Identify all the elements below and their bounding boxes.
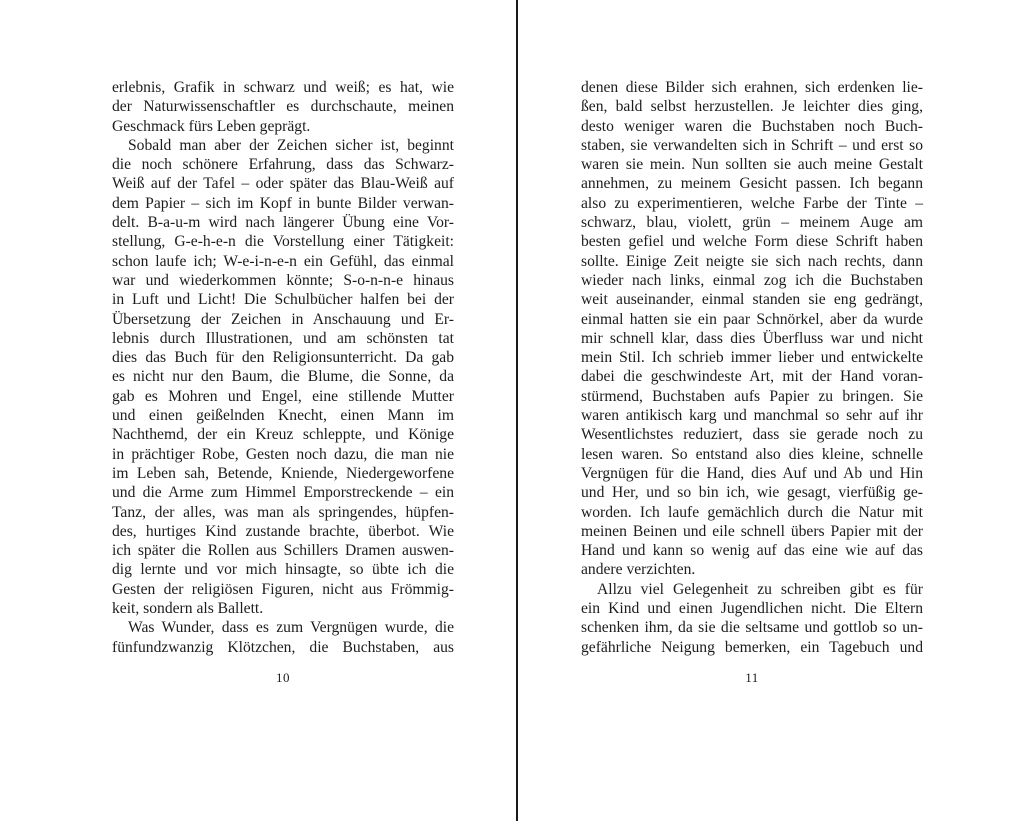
- text-line: fünfundzwanzig Klötzchen, die Buchstaben, aus: [112, 638, 454, 656]
- text-line: und die Arme zum Himmel Emporstreckende – ein: [112, 484, 454, 502]
- left-page-text: [112, 78, 454, 657]
- text-line: lesen waren. So entstand also dies kleine, schnelle: [581, 445, 923, 463]
- text-line: mein Stil. Ich schrieb immer lieber und entwickelte: [581, 349, 923, 367]
- text-line: in prächtiger Robe, Gesten noch dazu, die man nie: [112, 445, 454, 463]
- text-line: Weiß auf der Tafel – oder später das Blau-Weiß auf: [112, 175, 454, 193]
- text-line: im Leben sah, Betende, Kniende, Niedergeworfene: [112, 464, 454, 482]
- text-line: desto weniger waren die Buchstaben noch Buch-: [581, 117, 923, 135]
- text-line: gab es Mohren und Engel, eine stillende Mutter: [112, 387, 454, 405]
- text-line: andere verzichten.: [581, 561, 696, 579]
- text-line: worden. Ich laufe gemächlich durch die Natur mit: [581, 503, 923, 521]
- page-number: 11: [745, 670, 759, 685]
- text-line: waren sie mein. Nun sollten sie auch meine Gestalt: [581, 156, 923, 174]
- text-line: war und wiederkommen könnte; S-o-n-n-e hinaus: [112, 271, 454, 289]
- right-page: [519, 0, 1031, 821]
- text-line: gefährliche Neigung bemerken, ein Tagebuch und: [581, 638, 923, 656]
- book-gutter: [516, 0, 518, 821]
- text-line: waren antikisch karg und manchmal so sehr auf ihr: [581, 407, 923, 425]
- text-line: die noch schönere Erfahrung, dass das Schwarz-: [112, 156, 454, 174]
- text-line: ßen, bald selbst herzustellen. Je leichter dies ging,: [581, 98, 923, 116]
- text-line: stellung, G-e-h-e-n die Vorstellung einer Tätigkeit:: [112, 233, 454, 251]
- text-line: schenken ihm, da sie die seltsame und gottlob so un-: [581, 619, 923, 637]
- text-line: meinen Beinen und eile schnell übers Papier mit der: [581, 522, 923, 540]
- text-line: also zu experimentieren, welche Farbe der Tinte –: [581, 194, 923, 212]
- text-line: es nicht nur den Baum, die Blume, die Sonne, da: [112, 368, 454, 386]
- text-line: der Naturwissenschaftler es durchschaute, meinen: [112, 98, 454, 116]
- text-line: Gesten der religiösen Figuren, nicht aus Frömmig-: [112, 580, 454, 598]
- text-line: Nachthemd, der ein Kreuz schleppte, und Könige: [112, 426, 454, 444]
- text-line: lebnis durch Illustrationen, und am schönsten tat: [112, 329, 454, 347]
- page-number: 10: [276, 670, 290, 685]
- text-line: Wesentlichstes reduziert, dass sie gerade noch zu: [581, 426, 923, 444]
- text-line: und Her, und so bin ich, wie gesagt, vierfüßig ge-: [581, 484, 923, 502]
- text-line: annehmen, zu meinem Gesicht passen. Ich begann: [581, 175, 923, 193]
- text-line: schon laufe ich; W-e-i-n-e-n ein Gefühl, das einmal: [112, 252, 454, 270]
- text-line: wieder nach links, einmal zog ich die Buchstaben: [581, 271, 923, 289]
- text-line: Was Wunder, dass es zum Vergnügen wurde, die: [128, 619, 454, 637]
- text-line: Vergnügen für die Hand, dies Auf und Ab und Hin: [581, 464, 923, 482]
- text-line: Allzu viel Gelegenheit zu schreiben gibt es für: [597, 580, 923, 598]
- text-line: Hand und kann so wenig auf das eine wie auf das: [581, 542, 923, 560]
- text-line: ich später die Rollen aus Schillers Dramen auswen-: [112, 542, 454, 560]
- text-line: keit, sondern als Ballett.: [112, 600, 264, 618]
- text-line: delt. B-a-u-m wird nach längerer Übung eine Vor-: [112, 214, 454, 232]
- text-line: dig lernte und vor mich hinsagte, so übte ich die: [112, 561, 454, 579]
- text-line: mir schnell klar, dass dies Überfluss war und nicht: [581, 329, 923, 347]
- text-line: Geschmack fürs Leben geprägt.: [112, 117, 311, 135]
- text-line: dabei die geschwindeste Art, mit der Hand voran-: [581, 368, 923, 386]
- text-line: besten gefiel und welche Form diese Schrift haben: [581, 233, 923, 251]
- text-line: und einen geißelnden Knecht, einen Mann im: [112, 407, 454, 425]
- text-line: dem Papier – sich im Kopf in bunte Bilder verwan-: [112, 194, 454, 212]
- text-line: in Luft und Licht! Die Schulbücher halfen bei der: [112, 291, 454, 309]
- text-line: weit auseinander, einmal standen sie eng gedrängt,: [581, 291, 923, 309]
- text-line: Übersetzung der Zeichen in Anschauung und Er-: [112, 310, 454, 328]
- text-line: denen diese Bilder sich erahnen, sich erdenken lie-: [581, 79, 923, 96]
- text-line: stürmend, Buchstaben aufs Papier zu bringen. Sie: [581, 387, 923, 405]
- text-line: sollte. Einige Zeit neigte sie sich nach rechts, dann: [581, 252, 923, 270]
- text-line: schwarz, blau, violett, grün – meinem Auge am: [581, 214, 923, 232]
- text-line: staben, sie verwandelten sich in Schrift – und erst so: [581, 136, 923, 154]
- text-line: des, hurtiges Kind zustande brachte, überbot. Wie: [112, 522, 454, 540]
- text-line: ein Kind und einen Jugendlichen nicht. Die Eltern: [581, 600, 923, 618]
- text-line: Tanz, der alles, was man als springendes, hüpfen-: [112, 503, 454, 521]
- text-line: erlebnis, Grafik in schwarz und weiß; es hat, wie: [112, 79, 454, 96]
- text-line: Sobald man aber der Zeichen sicher ist, beginnt: [128, 136, 454, 154]
- right-page-text: [581, 78, 923, 657]
- text-line: einmal hatten sie ein paar Schnörkel, aber da wurde: [581, 310, 923, 328]
- text-line: dies das Buch für den Religionsunterricht. Da gab: [112, 349, 454, 367]
